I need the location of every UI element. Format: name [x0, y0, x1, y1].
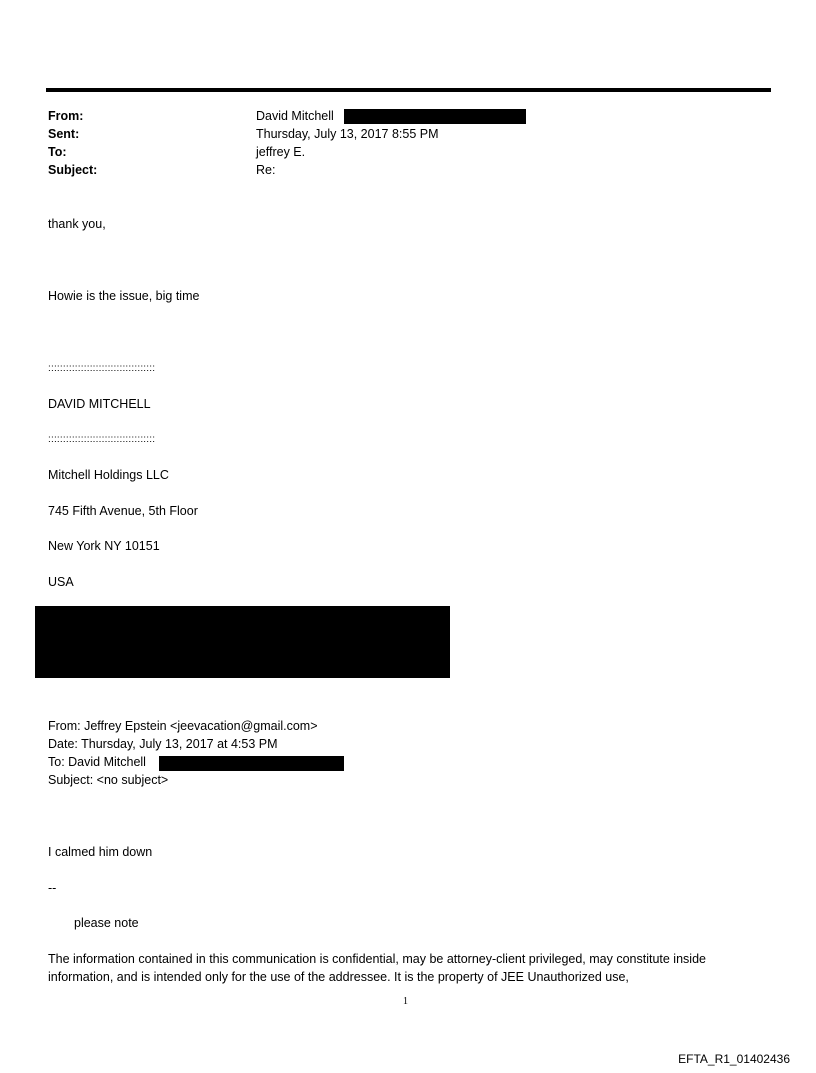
quoted-message: I calmed him down [48, 845, 153, 859]
subject-value: Re: [256, 163, 276, 177]
quoted-date-line: Date: Thursday, July 13, 2017 at 4:53 PM [48, 737, 278, 751]
redaction-signature-block [35, 606, 450, 678]
body-line-howie: Howie is the issue, big time [48, 289, 200, 303]
redaction-from-email [344, 109, 526, 124]
subject-label: Subject: [48, 163, 98, 177]
to-label: To: [48, 145, 67, 159]
please-note-text: please note [74, 916, 139, 930]
signature-country: USA [48, 575, 74, 589]
to-value: jeffrey E. [256, 145, 306, 159]
signature-address-street: 745 Fifth Avenue, 5th Floor [48, 504, 198, 518]
from-label: From: [48, 109, 84, 123]
signature-separator-top: :::::::::::::::::::::::::::::::::::: [48, 363, 156, 374]
from-value: David Mitchell [256, 109, 334, 123]
document-id: EFTA_R1_01402436 [678, 1052, 790, 1066]
signature-address-city: New York NY 10151 [48, 539, 160, 553]
signature-name: DAVID MITCHELL [48, 397, 151, 411]
confidentiality-disclaimer: The information contained in this communication is confidential, may be attorney-client privileged, may constitute inside information, and is intended only for the use of the addressee. It is the property of JEE Unauthorized use, [48, 952, 706, 984]
header-rule [46, 88, 771, 92]
redaction-quoted-to-email [159, 756, 344, 771]
page-number: 1 [403, 996, 408, 1007]
signature-company: Mitchell Holdings LLC [48, 468, 169, 482]
quoted-subject-line: Subject: <no subject> [48, 773, 169, 787]
quoted-from-line: From: Jeffrey Epstein <jeevacation@gmail.com> [48, 719, 318, 733]
body-line-thanks: thank you, [48, 217, 106, 231]
sent-label: Sent: [48, 127, 80, 141]
sent-value: Thursday, July 13, 2017 8:55 PM [256, 127, 439, 141]
quoted-to-line: To: David Mitchell [48, 755, 146, 769]
signature-separator-bottom: :::::::::::::::::::::::::::::::::::: [48, 434, 156, 445]
signature-dashes: -- [48, 881, 57, 895]
